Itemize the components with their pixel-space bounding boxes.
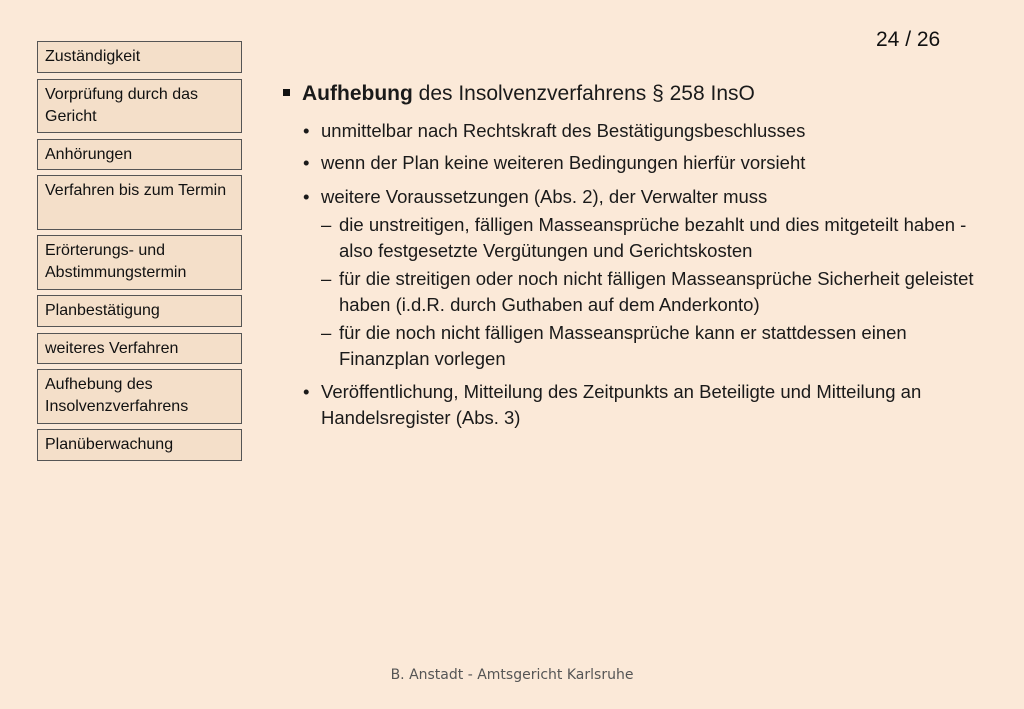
heading-text: des Insolvenzverfahrens § 258 InsO (412, 82, 755, 105)
bullet-item (303, 379, 993, 431)
nav-item-verfahren-bis-termin[interactable]: Verfahren bis zum Termin (37, 175, 242, 230)
heading-keyword: Aufhebung (302, 82, 413, 105)
nav-item-anhoerungen[interactable]: Anhörungen (37, 139, 242, 170)
footer-credit: B. Anstadt - Amtsgericht Karlsruhe (390, 667, 634, 683)
nav-item-zustaendigkeit[interactable]: Zuständigkeit (37, 41, 242, 73)
dot-bullet-icon: • (303, 186, 310, 207)
nav-item-planueberwachung[interactable]: Planüberwachung (37, 429, 242, 461)
dash-bullet-icon: – (321, 322, 332, 343)
sub-bullet-item (321, 320, 991, 372)
bullet-text: wenn der Plan keine weiteren Bedingungen hierfür vorsieht (321, 152, 806, 173)
bullet-text: weitere Voraussetzungen (Abs. 2), der Verwalter muss (321, 186, 768, 207)
dot-bullet-icon: • (303, 152, 310, 173)
square-bullet-icon (283, 89, 290, 96)
dot-bullet-icon: • (303, 381, 310, 402)
bullet-item (303, 118, 993, 144)
sub-bullet-text: die unstreitigen, fälligen Masseansprüche bezahlt und dies mitgeteilt haben - also festgesetzte Vergütungen und Gerichtskosten (339, 214, 967, 261)
bullet-item (303, 150, 993, 176)
sub-bullet-text: für die noch nicht fälligen Masseansprüche kann er stattdessen einen Finanzplan vorlegen (339, 322, 907, 369)
sub-bullet-item (321, 212, 991, 264)
bullet-text: unmittelbar nach Rechtskraft des Bestätigungsbeschlusses (321, 120, 806, 141)
dash-bullet-icon: – (321, 214, 332, 235)
page-number: 24 / 26 (876, 28, 941, 51)
dash-bullet-icon: – (321, 268, 332, 289)
sub-bullet-text: für die streitigen oder noch nicht fälligen Masseansprüche Sicherheit geleistet haben (i.d.R. durch Guthaben auf dem Anderkonto) (339, 268, 974, 315)
sub-bullet-item (321, 266, 991, 318)
nav-item-vorpruefung[interactable]: Vorprüfung durch das Gericht (37, 79, 242, 133)
bullet-text: Veröffentlichung, Mitteilung des Zeitpunkts an Beteiligte und Mitteilung an Handelsregister (Abs. 3) (321, 381, 922, 428)
nav-item-eroerterungstermin[interactable]: Erörterungs- und Abstimmungstermin (37, 235, 242, 290)
slide-heading (283, 80, 755, 108)
bullet-item (303, 184, 993, 210)
nav-item-planbestaetigung[interactable]: Planbestätigung (37, 295, 242, 327)
nav-item-weiteres-verfahren[interactable]: weiteres Verfahren (37, 333, 242, 364)
dot-bullet-icon: • (303, 120, 310, 141)
nav-item-aufhebung[interactable]: Aufhebung des Insolvenzverfahrens (37, 369, 242, 424)
